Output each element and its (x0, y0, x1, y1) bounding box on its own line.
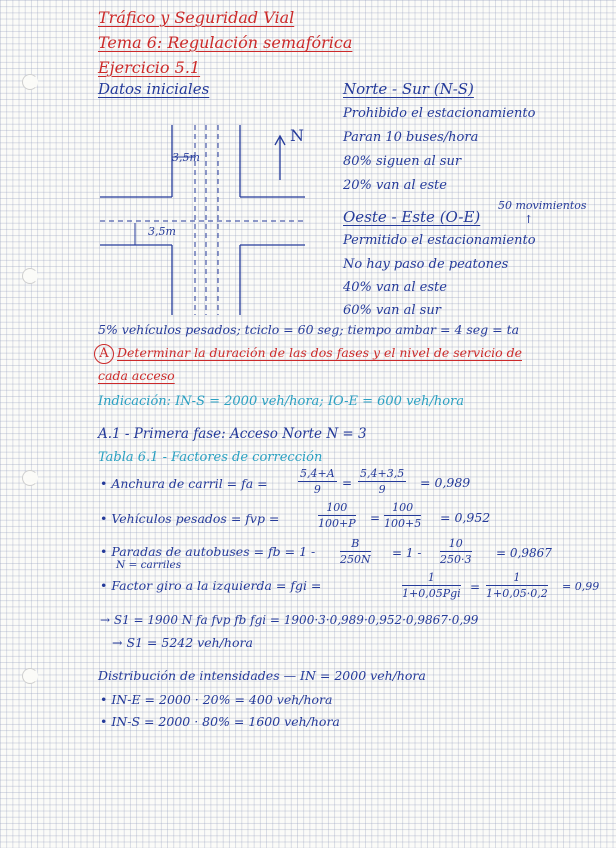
factor-result: = 0,989 (420, 475, 471, 490)
factor-result: = 0,99 (562, 580, 600, 593)
theme-title: Tema 6: Regulación semafórica (98, 33, 353, 52)
exercise-title: Ejercicio 5.1 (98, 58, 201, 77)
fraction-numerator: 1 (486, 572, 548, 586)
intersection-diagram (100, 125, 310, 320)
fraction-numerator: B (340, 538, 371, 552)
factor-fraction (298, 468, 337, 495)
factor-fraction (384, 502, 421, 529)
factor-fraction (340, 538, 371, 565)
factor-fraction (486, 572, 548, 599)
distribution-heading: Distribución de intensidades — IN = 2000 veh/hora (98, 668, 426, 683)
movements-note: 50 movimientos (498, 199, 587, 212)
factor-label: • Paradas de autobuses = fb = 1 - (100, 544, 316, 559)
fraction-numerator: 100 (318, 502, 356, 516)
lane-width-left: 3,5m (148, 225, 176, 238)
section-a1-heading: A.1 - Primera fase: Acceso Norte N = 3 (98, 426, 367, 442)
east-west-line: Permitido el estacionamiento (343, 233, 536, 248)
north-south-line: Paran 10 buses/hora (343, 130, 479, 145)
saturation-result: → S1 = 5242 veh/hora (112, 635, 253, 650)
fraction-denominator: 1+0,05Pgi (402, 587, 461, 600)
fraction-denominator: 250N (340, 553, 371, 566)
part-a-letter: A (99, 346, 109, 361)
table-reference: Tabla 6.1 - Factores de corrección (98, 450, 323, 465)
north-south-line: 80% siguen al sur (343, 154, 462, 169)
factor-sublabel: N = carriles (116, 559, 182, 571)
factor-equals: = (342, 476, 353, 490)
factor-equals: = (370, 511, 381, 525)
fraction-denominator: 250·3 (440, 553, 472, 566)
factor-fraction (440, 538, 472, 565)
factor-equals: = 1 - (392, 546, 422, 560)
movements-arrow: ↑ (524, 213, 534, 226)
course-title: Tráfico y Seguridad Vial (98, 8, 295, 27)
north-south-line: 20% van al este (343, 178, 447, 193)
punch-hole (22, 668, 38, 684)
fraction-numerator: 100 (384, 502, 421, 516)
north-south-line: Prohibido el estacionamiento (343, 106, 536, 121)
factor-result: = 0,9867 (496, 546, 552, 560)
punch-hole (22, 74, 38, 90)
east-west-line: 60% van al sur (343, 303, 441, 318)
lane-width-top: 3,5m (172, 151, 200, 164)
punch-hole (22, 268, 38, 284)
part-a-text-continued: cada acceso (98, 368, 175, 383)
fraction-denominator: 100+5 (384, 517, 422, 530)
general-parameters: 5% vehículos pesados; tciclo = 60 seg; tiempo ambar = 4 seg = ta (98, 322, 520, 337)
factor-fraction (358, 468, 406, 495)
punch-hole (22, 470, 38, 486)
factor-label: • Factor giro a la izquierda = fgi = (100, 578, 322, 593)
fraction-denominator: 1+0,05·0,2 (486, 587, 548, 600)
factor-result: = 0,952 (440, 510, 491, 525)
indication-line: Indicación: IN-S = 2000 veh/hora; IO-E = 600 veh/hora (98, 394, 465, 409)
east-west-title: Oeste - Este (O-E) (343, 208, 481, 226)
factor-label: • Anchura de carril = fa = (100, 476, 268, 491)
distribution-line: • IN-S = 2000 · 80% = 1600 veh/hora (100, 714, 340, 729)
distribution-line: • IN-E = 2000 · 20% = 400 veh/hora (100, 692, 333, 707)
north-label: N (290, 126, 304, 145)
east-west-line: No hay paso de peatones (343, 257, 509, 272)
north-south-title: Norte - Sur (N-S) (343, 80, 474, 98)
factor-fraction (318, 502, 356, 529)
part-a-text: Determinar la duración de las dos fases y el nivel de servicio de (117, 345, 522, 360)
fraction-numerator: 5,4+A (300, 467, 335, 480)
fraction-denominator: 9 (378, 483, 386, 496)
fraction-numerator: 5,4+3,5 (360, 467, 405, 480)
factor-equals: = (470, 580, 481, 594)
initial-data-heading: Datos iniciales (98, 80, 210, 98)
saturation-formula: → S1 = 1900 N fa fvp fb fgi = 1900·3·0,989·0,952·0,9867·0,99 (100, 613, 479, 627)
factor-fraction (402, 572, 461, 599)
fraction-denominator: 9 (313, 483, 321, 496)
part-a-marker (94, 344, 114, 364)
east-west-line: 40% van al este (343, 280, 447, 295)
fraction-numerator: 1 (402, 572, 461, 586)
fraction-numerator: 10 (440, 538, 472, 552)
fraction-denominator: 100+P (318, 517, 356, 530)
factor-label: • Vehículos pesados = fvp = (100, 511, 280, 526)
